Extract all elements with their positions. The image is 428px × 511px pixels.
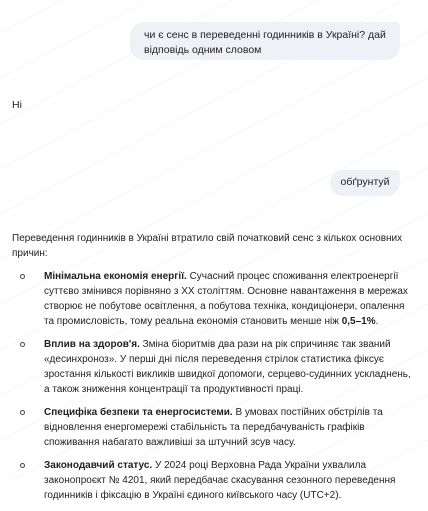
reason-title: Законодавчий статус. [44,460,153,471]
assistant-reply-short: Ні [12,99,22,111]
reason-title: Мінімальна економія енергії. [44,271,187,282]
reason-text: Зміна біоритмів два рази на рік спричиняє так званий «десинхроноз». У перші дні після переведення стрілок статистика фіксує зростання кількості викликів швидкої допомоги, серцево-судинних ускладнень, а також зниження концентрації та продуктивності праці. [44,339,411,395]
reason-title: Специфіка безпеки та енергосистеми. [44,407,233,418]
bullet-icon [20,342,25,347]
reason-title: Вплив на здоров'я. [44,339,140,350]
reason-bold-value: 0,5–1% [341,316,376,327]
reason-item [12,337,416,397]
user-message-bubble-2 [330,170,400,196]
bullet-icon [20,463,25,468]
reason-item [12,458,416,503]
bullet-icon [20,274,25,279]
reason-text: У 2024 році Верховна Рада України ухвалила законопроєкт № 4201, який передбачає скасування сезонного переведення годинників і фіксацію в Україні єдиного київського часу (UTC+2). [44,460,396,501]
user-message-text-2: обґрунтуй [340,176,390,188]
user-message-bubble [130,22,400,60]
assistant-reply-detailed [12,231,416,511]
reason-list [12,269,416,503]
reason-text: В умовах постійних обстрілів та відновлення енергомережі стабільність та передбачуваність графіків споживання набагато важливіші за штучний зсув часу. [44,407,383,448]
bullet-icon [20,410,25,415]
reason-item [12,405,416,450]
reason-item [12,269,416,329]
user-message-text: чи є сенс в переведенні годинників в Україні? дай відповідь одним словом [144,29,386,56]
reason-tail: . [375,316,379,327]
answer-intro: Переведення годинників в Україні втратило свій початковий сенс з кількох основних причин: [12,233,403,259]
reason-text: Сучасний процес споживання електроенергії суттєво змінився порівняно з XX століттям. Основне навантаження в мережах створює не побутове освітлення, а побутова техніка, кондиціонери, опалення та промисловість, тому реальна економія становить менше ніж [44,271,408,327]
